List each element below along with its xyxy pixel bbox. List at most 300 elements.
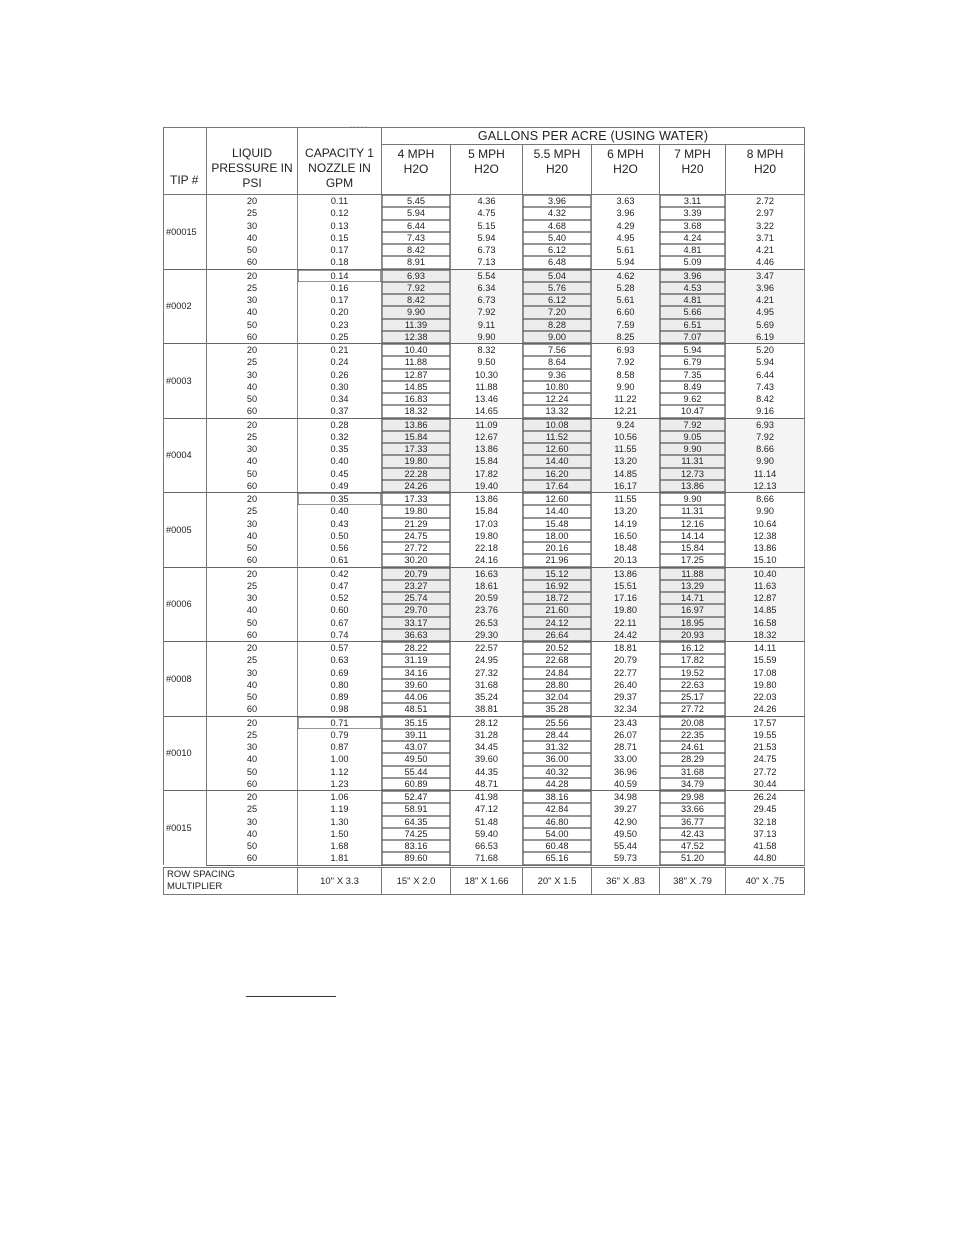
gpa-cell: 60.89 (382, 778, 451, 791)
gpa-cell: 9.00 (523, 331, 592, 344)
pressure-cell: 30 (207, 741, 298, 753)
capacity-cell: 0.69 (298, 667, 382, 679)
gpa-cell: 28.44 (523, 729, 592, 741)
pressure-cell: 50 (207, 393, 298, 405)
gpa-cell: 8.58 (592, 369, 660, 381)
gpa-cell: 17.64 (523, 480, 592, 493)
header-speed-line: H20 (545, 162, 568, 176)
row-spacing-value: 38" X .79 (660, 868, 726, 895)
gpa-cell: 7.20 (523, 306, 592, 318)
table-row (164, 716, 805, 729)
table-row (164, 580, 805, 592)
gpa-cell: 12.87 (726, 592, 805, 604)
table-row (164, 443, 805, 455)
gpa-cell: 6.48 (523, 256, 592, 269)
pressure-cell: 50 (207, 617, 298, 629)
gpa-cell: 16.63 (451, 567, 523, 580)
table-row (164, 852, 805, 865)
gpa-cell: 22.68 (523, 654, 592, 666)
gpa-cell: 34.98 (592, 791, 660, 804)
capacity-cell: 1.12 (298, 766, 382, 778)
tip-number: #0006 (164, 567, 207, 642)
gallons-per-acre-table (163, 127, 804, 866)
gpa-cell: 21.29 (382, 518, 451, 530)
header-speed-line: 4 MPH (397, 147, 435, 161)
gpa-cell: 42.43 (660, 828, 726, 840)
gpa-cell: 28.71 (592, 741, 660, 753)
pressure-cell: 60 (207, 703, 298, 716)
gpa-cell: 29.98 (660, 791, 726, 804)
table-row (164, 369, 805, 381)
gpa-cell: 7.92 (382, 282, 451, 294)
gpa-cell: 17.82 (451, 468, 523, 480)
pressure-cell: 50 (207, 542, 298, 554)
header-speed-line: 6 MPH (607, 147, 644, 161)
gpa-cell: 22.28 (382, 468, 451, 480)
gpa-cell: 39.11 (382, 729, 451, 741)
gpa-cell: 11.14 (726, 468, 805, 480)
capacity-cell: 0.87 (298, 741, 382, 753)
gpa-cell: 30.20 (382, 554, 451, 567)
gpa-cell: 41.98 (451, 791, 523, 804)
gpa-cell: 16.97 (660, 604, 726, 616)
gpa-cell: 44.35 (451, 766, 523, 778)
pressure-cell: 30 (207, 816, 298, 828)
gpa-cell: 8.42 (382, 294, 451, 306)
gpa-cell: 14.85 (726, 604, 805, 616)
tip-number: #0010 (164, 716, 207, 791)
header-tip: TIP # (164, 128, 207, 195)
pressure-cell: 25 (207, 580, 298, 592)
gpa-cell: 21.60 (523, 604, 592, 616)
gpa-cell: 64.35 (382, 816, 451, 828)
pressure-cell: 60 (207, 480, 298, 493)
gpa-cell: 5.09 (660, 256, 726, 269)
gpa-cell: 4.75 (451, 207, 523, 219)
gpa-cell: 12.38 (382, 331, 451, 344)
gpa-cell: 13.86 (451, 493, 523, 506)
gpa-cell: 22.35 (660, 729, 726, 741)
gpa-cell: 13.29 (660, 580, 726, 592)
row-spacing-value: 18" X 1.66 (451, 868, 523, 895)
capacity-cell: 0.63 (298, 654, 382, 666)
gpa-cell: 39.60 (451, 753, 523, 765)
table-row (164, 530, 805, 542)
gpa-cell: 51.48 (451, 816, 523, 828)
gpa-cell: 59.40 (451, 828, 523, 840)
header-pressure (207, 128, 298, 195)
table-row (164, 766, 805, 778)
gpa-cell: 31.68 (660, 766, 726, 778)
gpa-cell: 47.52 (660, 840, 726, 852)
gpa-cell: 28.29 (660, 753, 726, 765)
header-speed-line: H2O (403, 162, 429, 176)
gpa-cell: 8.91 (382, 256, 451, 269)
pressure-cell: 20 (207, 269, 298, 282)
gpa-cell: 13.86 (382, 418, 451, 431)
gpa-cell: 58.91 (382, 803, 451, 815)
capacity-cell: 0.28 (298, 418, 382, 431)
gpa-cell: 22.57 (451, 642, 523, 655)
gpa-cell: 26.53 (451, 617, 523, 629)
header-speed-line: H2O (613, 162, 638, 176)
pressure-cell: 30 (207, 369, 298, 381)
header-speed-line: H2O (474, 162, 499, 176)
gpa-cell: 11.39 (382, 319, 451, 331)
gpa-cell: 5.45 (382, 195, 451, 208)
gpa-cell: 31.32 (523, 741, 592, 753)
table-row (164, 617, 805, 629)
gpa-cell: 4.81 (660, 294, 726, 306)
table-row (164, 282, 805, 294)
gpa-cell: 26.64 (523, 629, 592, 642)
gpa-cell: 6.60 (592, 306, 660, 318)
gpa-cell: 34.79 (660, 778, 726, 791)
gpa-cell: 5.04 (523, 269, 592, 282)
gpa-cell: 51.20 (660, 852, 726, 865)
gpa-cell: 6.12 (523, 244, 592, 256)
gpa-cell: 9.90 (660, 443, 726, 455)
gpa-cell: 35.24 (451, 691, 523, 703)
pressure-cell: 40 (207, 381, 298, 393)
table-row (164, 195, 805, 208)
header-speed-line: 5 MPH (468, 147, 505, 161)
gpa-cell: 48.71 (451, 778, 523, 791)
gpa-cell: 39.60 (382, 679, 451, 691)
header-capacity-line2: NOZZLE IN (308, 161, 371, 175)
gpa-cell: 5.69 (726, 319, 805, 331)
gpa-cell: 7.07 (660, 331, 726, 344)
gpa-cell: 6.12 (523, 294, 592, 306)
gpa-cell: 5.40 (523, 232, 592, 244)
gpa-cell: 44.06 (382, 691, 451, 703)
gpa-cell: 20.59 (451, 592, 523, 604)
gpa-cell: 20.79 (592, 654, 660, 666)
capacity-cell: 0.89 (298, 691, 382, 703)
gpa-cell: 10.30 (451, 369, 523, 381)
gpa-cell: 21.96 (523, 554, 592, 567)
gpa-cell: 3.47 (726, 269, 805, 282)
gpa-cell: 5.94 (592, 256, 660, 269)
row-spacing-value: 10" X 3.3 (298, 868, 382, 895)
gpa-cell: 33.17 (382, 617, 451, 629)
pressure-cell: 50 (207, 244, 298, 256)
gpa-cell: 18.81 (592, 642, 660, 655)
gpa-cell: 9.36 (523, 369, 592, 381)
gpa-cell: 4.29 (592, 220, 660, 232)
capacity-cell: 0.17 (298, 294, 382, 306)
gpa-cell: 55.44 (592, 840, 660, 852)
gpa-cell: 19.55 (726, 729, 805, 741)
row-spacing-value: 20" X 1.5 (523, 868, 592, 895)
row-spacing-label-line1: ROW SPACING (167, 869, 235, 880)
pressure-cell: 60 (207, 629, 298, 642)
gpa-cell: 15.10 (726, 554, 805, 567)
table-row (164, 244, 805, 256)
header-capacity-line3: GPM (325, 176, 354, 190)
capacity-cell: 0.26 (298, 369, 382, 381)
gpa-cell: 7.43 (726, 381, 805, 393)
pressure-cell: 50 (207, 319, 298, 331)
gpa-cell: 4.53 (660, 282, 726, 294)
gpa-cell: 20.79 (382, 567, 451, 580)
gpa-cell: 32.34 (592, 703, 660, 716)
gpa-cell: 19.80 (382, 455, 451, 467)
capacity-cell: 0.12 (298, 207, 382, 219)
gpa-cell: 15.59 (726, 654, 805, 666)
table-row (164, 294, 805, 306)
gpa-cell: 20.93 (660, 629, 726, 642)
gpa-cell: 42.84 (523, 803, 592, 815)
gpa-cell: 14.40 (523, 505, 592, 517)
gpa-cell: 5.54 (451, 269, 523, 282)
gpa-cell: 4.62 (592, 269, 660, 282)
gpa-cell: 8.66 (726, 493, 805, 506)
pressure-cell: 20 (207, 716, 298, 729)
gpa-cell: 13.20 (592, 505, 660, 517)
capacity-cell: 0.67 (298, 617, 382, 629)
gpa-cell: 6.73 (451, 244, 523, 256)
gpa-cell: 3.96 (523, 195, 592, 208)
capacity-cell: 0.32 (298, 431, 382, 443)
capacity-cell: 0.40 (298, 455, 382, 467)
gpa-cell: 3.39 (660, 207, 726, 219)
pressure-cell: 20 (207, 344, 298, 357)
capacity-cell: 0.98 (298, 703, 382, 716)
gpa-cell: 18.32 (726, 629, 805, 642)
table-row (164, 840, 805, 852)
gpa-cell: 4.32 (523, 207, 592, 219)
gpa-cell: 74.25 (382, 828, 451, 840)
gpa-cell: 7.92 (592, 356, 660, 368)
gpa-cell: 4.95 (592, 232, 660, 244)
gpa-cell: 16.17 (592, 480, 660, 493)
gpa-cell: 15.84 (382, 431, 451, 443)
gpa-cell: 11.22 (592, 393, 660, 405)
gpa-cell: 44.28 (523, 778, 592, 791)
header-speed (592, 145, 660, 195)
capacity-cell: 0.34 (298, 393, 382, 405)
table-row (164, 592, 805, 604)
gpa-cell: 18.48 (592, 542, 660, 554)
gpa-cell: 3.11 (660, 195, 726, 208)
gpa-cell: 39.27 (592, 803, 660, 815)
gpa-cell: 6.79 (660, 356, 726, 368)
gpa-cell: 36.63 (382, 629, 451, 642)
capacity-cell: 0.52 (298, 592, 382, 604)
table-row (164, 269, 805, 282)
capacity-cell: 0.47 (298, 580, 382, 592)
gpa-cell: 20.52 (523, 642, 592, 655)
gpa-cell: 11.88 (660, 567, 726, 580)
pressure-cell: 40 (207, 530, 298, 542)
table-row (164, 306, 805, 318)
gpa-cell: 12.16 (660, 518, 726, 530)
gpa-cell: 71.68 (451, 852, 523, 865)
gpa-cell: 5.20 (726, 344, 805, 357)
header-capacity (298, 128, 382, 195)
table-row (164, 405, 805, 418)
gpa-cell: 26.40 (592, 679, 660, 691)
gpa-cell: 46.80 (523, 816, 592, 828)
capacity-cell: 0.43 (298, 518, 382, 530)
gpa-cell: 8.42 (382, 244, 451, 256)
gpa-cell: 5.94 (660, 344, 726, 357)
gpa-cell: 24.61 (660, 741, 726, 753)
capacity-cell: 0.37 (298, 405, 382, 418)
gpa-cell: 22.77 (592, 667, 660, 679)
pressure-cell: 40 (207, 455, 298, 467)
gpa-cell: 10.40 (382, 344, 451, 357)
gpa-cell: 31.19 (382, 654, 451, 666)
gpa-cell: 37.13 (726, 828, 805, 840)
gpa-cell: 24.12 (523, 617, 592, 629)
gpa-cell: 60.48 (523, 840, 592, 852)
gpa-cell: 16.83 (382, 393, 451, 405)
gpa-cell: 42.90 (592, 816, 660, 828)
tip-number: #0008 (164, 642, 207, 717)
table-row (164, 493, 805, 506)
capacity-cell: 0.18 (298, 256, 382, 269)
gpa-cell: 3.96 (726, 282, 805, 294)
pressure-cell: 25 (207, 431, 298, 443)
gpa-cell: 13.86 (451, 443, 523, 455)
header-speed (523, 145, 592, 195)
scan-mark: - - - - - (350, 124, 367, 130)
gpa-cell: 24.42 (592, 629, 660, 642)
gpa-cell: 49.50 (592, 828, 660, 840)
capacity-cell: 1.68 (298, 840, 382, 852)
gpa-cell: 11.52 (523, 431, 592, 443)
gpa-cell: 4.21 (726, 294, 805, 306)
gpa-cell: 23.27 (382, 580, 451, 592)
gpa-cell: 9.05 (660, 431, 726, 443)
gpa-cell: 24.26 (726, 703, 805, 716)
gpa-cell: 89.60 (382, 852, 451, 865)
gpa-cell: 19.80 (592, 604, 660, 616)
gpa-cell: 13.32 (523, 405, 592, 418)
table-row (164, 468, 805, 480)
pressure-cell: 20 (207, 642, 298, 655)
gpa-cell: 7.35 (660, 369, 726, 381)
gpa-cell: 7.59 (592, 319, 660, 331)
capacity-cell: 1.81 (298, 852, 382, 865)
gpa-cell: 15.84 (451, 455, 523, 467)
gpa-cell: 9.90 (592, 381, 660, 393)
capacity-cell: 0.57 (298, 642, 382, 655)
gpa-cell: 31.68 (451, 679, 523, 691)
gpa-cell: 59.73 (592, 852, 660, 865)
pressure-cell: 20 (207, 418, 298, 431)
gpa-cell: 14.19 (592, 518, 660, 530)
gpa-cell: 16.58 (726, 617, 805, 629)
gpa-cell: 14.11 (726, 642, 805, 655)
gpa-cell: 6.44 (382, 220, 451, 232)
gpa-cell: 11.31 (660, 455, 726, 467)
gpa-cell: 11.31 (660, 505, 726, 517)
table-row (164, 753, 805, 765)
gpa-cell: 25.74 (382, 592, 451, 604)
pressure-cell: 50 (207, 840, 298, 852)
header-speed-line: H20 (754, 162, 777, 176)
capacity-cell: 1.30 (298, 816, 382, 828)
gpa-cell: 4.36 (451, 195, 523, 208)
gpa-cell: 5.94 (451, 232, 523, 244)
tip-number: #0005 (164, 493, 207, 568)
row-spacing-value: 15" X 2.0 (382, 868, 451, 895)
header-pressure-line3: PSI (242, 176, 262, 190)
table-row (164, 642, 805, 655)
gpa-cell: 14.65 (451, 405, 523, 418)
gpa-cell: 26.07 (592, 729, 660, 741)
table-row (164, 691, 805, 703)
gpa-cell: 16.20 (523, 468, 592, 480)
gpa-cell: 9.16 (726, 405, 805, 418)
gpa-cell: 18.32 (382, 405, 451, 418)
gpa-cell: 13.86 (660, 480, 726, 493)
underline-rule (246, 996, 336, 997)
gpa-cell: 52.47 (382, 791, 451, 804)
capacity-cell: 0.24 (298, 356, 382, 368)
gpa-cell: 17.25 (660, 554, 726, 567)
gpa-cell: 19.52 (660, 667, 726, 679)
gpa-cell: 17.33 (382, 443, 451, 455)
gpa-cell: 32.04 (523, 691, 592, 703)
header-speed (726, 145, 805, 195)
gpa-cell: 14.71 (660, 592, 726, 604)
gpa-cell: 22.11 (592, 617, 660, 629)
table-row (164, 629, 805, 642)
capacity-cell: 0.80 (298, 679, 382, 691)
pressure-cell: 30 (207, 518, 298, 530)
gpa-cell: 12.13 (726, 480, 805, 493)
gpa-cell: 7.13 (451, 256, 523, 269)
gpa-cell: 28.80 (523, 679, 592, 691)
gpa-cell: 8.28 (523, 319, 592, 331)
gpa-cell: 14.14 (660, 530, 726, 542)
row-spacing-value: 36" X .83 (592, 868, 660, 895)
gpa-cell: 19.80 (451, 530, 523, 542)
gpa-cell: 5.15 (451, 220, 523, 232)
capacity-cell: 0.14 (298, 269, 382, 282)
gpa-cell: 17.16 (592, 592, 660, 604)
table-row (164, 542, 805, 554)
gpa-cell: 27.32 (451, 667, 523, 679)
pressure-cell: 20 (207, 791, 298, 804)
pressure-cell: 20 (207, 195, 298, 208)
gpa-cell: 25.17 (660, 691, 726, 703)
capacity-cell: 0.49 (298, 480, 382, 493)
capacity-cell: 0.23 (298, 319, 382, 331)
gpa-cell: 18.95 (660, 617, 726, 629)
gpa-cell: 12.60 (523, 493, 592, 506)
gpa-cell: 21.53 (726, 741, 805, 753)
row-spacing-value: 40" X .75 (726, 868, 805, 895)
gpa-cell: 5.94 (382, 207, 451, 219)
capacity-cell: 0.30 (298, 381, 382, 393)
gpa-cell: 11.55 (592, 443, 660, 455)
table-row (164, 331, 805, 344)
gpa-cell: 36.00 (523, 753, 592, 765)
gpa-cell: 6.93 (726, 418, 805, 431)
table-row (164, 667, 805, 679)
table-row (164, 554, 805, 567)
capacity-cell: 0.17 (298, 244, 382, 256)
table-row (164, 256, 805, 269)
gpa-cell: 23.43 (592, 716, 660, 729)
table-row (164, 344, 805, 357)
row-spacing-label (164, 868, 298, 895)
